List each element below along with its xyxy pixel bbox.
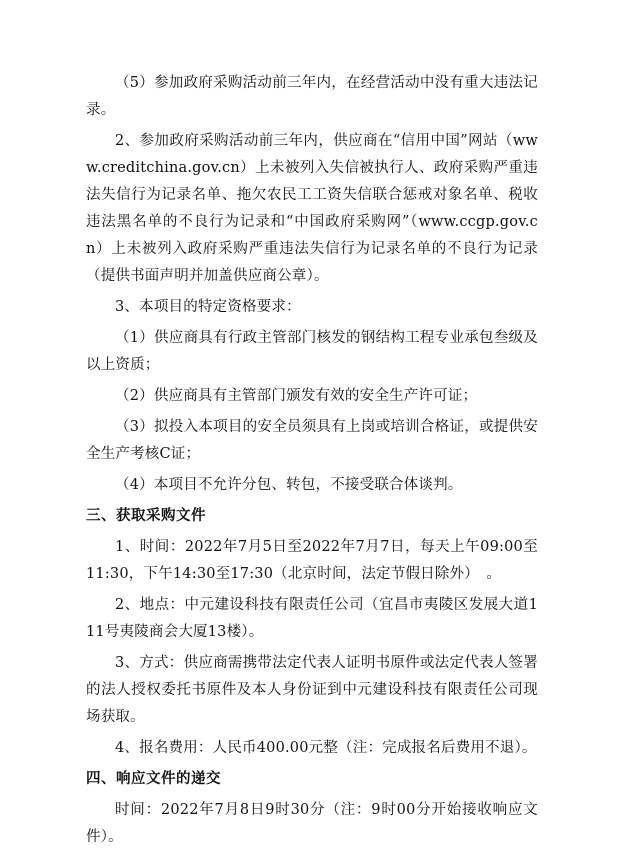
section-heading-obtain-documents: 三、获取采购文件: [86, 508, 206, 524]
paragraph-requirement-2: （2）供应商具有主管部门颁发有效的安全生产许可证；: [115, 388, 478, 404]
paragraph-credit-record: 2、参加政府采购活动前三年内，供应商在“信用中国”网站（www.creditchina.gov.cn）上未被列入失信被执行人、政府采购严重违法失信行为记录名单、拖欠农民工工资失信联合惩戒对象名单、税收违法黑名单的不良行为记录和“中国政府采购网”（www.ccgp.gov.cn）上未被列入政府采购严重违法失信行为记录名单的不良行为记录（提供书面声明并加盖供应商公章）。: [86, 133, 538, 284]
paragraph-special-requirements: 3、本项目的特定资格要求：: [115, 299, 301, 315]
paragraph-requirement-1: （1）供应商具有行政主管部门核发的钢结构工程专业承包叁级及以上资质；: [86, 330, 538, 373]
paragraph-requirement-3: （3）拟投入本项目的安全员须具有上岗或培训合格证，或提供安全生产考核C证；: [86, 419, 538, 462]
paragraph-qualification-5: （5）参加政府采购活动前三年内，在经营活动中没有重大违法记录。: [86, 75, 538, 118]
paragraph-obtain-method: 3、方式：供应商需携带法定代表人证明书原件或法定代表人签署的法人授权委托书原件及本人身份证到中元建设科技有限责任公司现场获取。: [86, 655, 538, 725]
document-body: [86, 70, 538, 851]
paragraph-requirement-4: （4）本项目不允许分包、转包，不接受联合体谈判。: [115, 477, 463, 493]
section-heading-submission: 四、响应文件的递交: [86, 771, 221, 787]
paragraph-obtain-time: 1、时间：2022年7月5日至2022年7月7日，每天上午09:00至11:30，下午14:30至17:30（北京时间，法定节假日除外） 。: [86, 539, 538, 582]
paragraph-obtain-location: 2、地点：中元建设科技有限责任公司（宜昌市夷陵区发展大道111号夷陵商会大厦13楼）。: [86, 597, 538, 640]
paragraph-registration-fee: 4、报名费用：人民币400.00元整（注：完成报名后费用不退）。: [115, 740, 537, 756]
paragraph-submission-time: 时间：2022年7月8日9时30分（注：9时00分开始接收响应文件）。: [86, 802, 538, 845]
